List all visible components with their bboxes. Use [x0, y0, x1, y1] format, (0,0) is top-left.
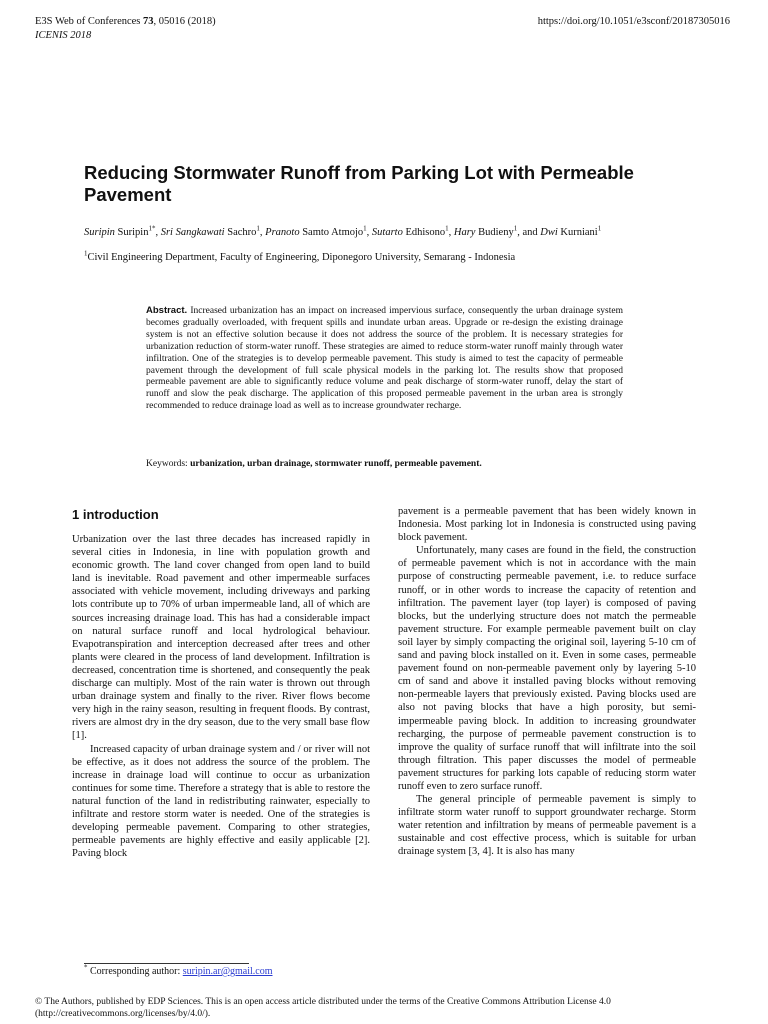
section-heading: 1 introduction — [72, 507, 159, 522]
paragraph: Unfortunately, many cases are found in the field, the construction of permeable pavement which is not in accordance with the main purpose of constructing permeable pavement, i.e. to reduce surface runoff, or in other words to increase the capacity of retention and infiltration. The pavement layer (top layer) is composed of paving blocks, but the underlying structure does not match the permeable pavement structure. For example permeable pavement built on clay soil layer by simply compacting the original soil, layering 5-10 cm of sand and paving block installed on it. Even in some cases, permeable pavement found on non-permeable pavement only by layering 5-10 cm of sand and above it installed paving blocks without removing non-permeable layers that previously existed. Paving blocks used are also not paving blocks that have a high porosity, but semi-impermeable paving block. In addition to increasing groundwater recharging, the purpose of permeable pavement construction is to improve the quality of surface runoff that will infiltrate into the soil through filtration. This paper discusses the model of permeable pavement structures for parking lots capable of reducing storm water runoff even to zero surface runoff. — [398, 545, 696, 792]
author-separator: , — [259, 227, 266, 238]
article-number: , 05016 (2018) — [153, 16, 216, 27]
author-separator: , — [155, 227, 161, 238]
author-given-name: Hary — [453, 227, 476, 238]
author-affiliation-mark: 1 — [513, 224, 518, 233]
author — [371, 224, 454, 238]
author-separator: , — [448, 227, 454, 238]
author-given-name: Pranoto — [265, 227, 300, 238]
paragraph: pavement is a permeable pavement that has been widely known in Indonesia. Most parking lot in Indonesia is constructed using paving block pavement. — [398, 506, 696, 544]
journal-citation — [35, 15, 435, 28]
footnote — [84, 965, 273, 978]
author-given-name: Sutarto — [371, 227, 403, 238]
author-affiliation-mark: 1 — [445, 224, 449, 233]
author-family-name: Sachro — [227, 227, 257, 238]
author-affiliation-mark: 1 — [363, 224, 367, 233]
license-footer: © The Authors, published by EDP Sciences. This is an open access article distributed under the terms of the Creative Commons Attribution License 4.0 (http://creativecommons.org/licenses/by/4.0/). — [35, 997, 611, 1019]
paragraph: Urbanization over the last three decades has increased rapidly in several cities in Indonesia, in line with population growth and economic growth. The land cover changed from open land to build land is inevitable. Road pavement and other impermeable surfaces associated with vehicle movement, including driveways and parking lots contribute up to 70% of urban impermeable land, all of which are sources increasing drainage load. This has had a considerable impact on natural surface runoff and local hydrological behaviour. Evapotranspiration and interception decreased after trees and other plants were cleared in the process of land development. Infiltration is decreased, concentration time is shortened, and consequently the peak discharge can multiply. Most of the rain water is thrown out through urban drainage system and finally to the river. River flows become very high in the rainy season, resulting in frequent floods. By contrast, rivers are almost dry in the dry season, due to the very small base flow [1]. — [72, 534, 370, 742]
affiliation-mark: 1 — [84, 249, 88, 258]
author-family-name: Budieny — [478, 227, 514, 238]
abstract-label: Abstract. — [146, 305, 188, 316]
right-column — [398, 505, 696, 859]
corresponding-email-link[interactable]: suripin.ar@gmail.com — [182, 966, 273, 977]
paragraph: Increased capacity of urban drainage system and / or river will not be effective, as it does not address the source of the problem. The increase in drainage load will continue to occur as urbanization continues for some time. Therefore a strategy that is able to restore the natural function of the land in redistributing rainwater, especially to infiltrate and restore storm water is needed. One of the strategies is developing permeable pavement. Comparing to other strategies, permeable pavements are highly effective and easily applicable [2]. Paving block — [72, 743, 370, 860]
author-list — [84, 226, 734, 240]
author-given-name: Suripin — [84, 227, 115, 238]
footnote-mark: * — [84, 963, 88, 972]
author-family-name: Edhisono — [405, 227, 446, 238]
author — [84, 224, 161, 238]
paragraph: The general principle of permeable pavement is simply to infiltrate storm water runoff to support groundwater recharge. Storm water retention and infiltration by means of permeable pavement is a sustainable and cost effective process, which is suitable for urban drainage system [3, 4]. It is also has many — [398, 794, 696, 858]
journal-name: E3S Web of Conferences — [35, 16, 144, 27]
author-separator: , — [366, 227, 372, 238]
author-given-name: Sri Sangkawati — [160, 227, 225, 238]
footnote-label: Corresponding author: — [87, 966, 183, 977]
keywords — [146, 458, 646, 470]
abstract-text: Increased urbanization has an impact on increased impervious surface, consequently the urban drainage system becomes gradually overloaded, with frequent spills and inundate urban areas. Upgrade or re-design the existing drainage system is not an effective solution because it does not address the source of the problem. It is necessary strategies for urbanization reduction of storm-water runoff. These strategies are aimed to reduce storm-water runoff mainly through water infiltration. One of the strategies is to develop permeable pavement. This study is aimed to test the capacity of permeable pavement through the development of full scale physical models in the parking lot. The results show that proposed permeable pavement are able to significantly reduce volume and peak discharge of storm-water runoff, delay the start of runoff and slow the peak discharge. The application of this proposed permeable pavement in the urban area is strongly recommended to reduce drainage load as well as to increase groundwater recharge. — [146, 306, 623, 412]
left-column — [72, 533, 370, 860]
conference-venue: ICENIS 2018 — [35, 30, 92, 41]
author — [160, 224, 266, 238]
author — [540, 224, 602, 238]
author-affiliation-mark: 1* — [148, 224, 156, 233]
author-family-name: Suripin — [117, 227, 149, 238]
affiliation-text: Civil Engineering Department, Faculty of Engineering, Diponegoro University, Semarang - Indonesia — [87, 252, 516, 263]
author — [265, 224, 372, 238]
abstract — [146, 305, 623, 413]
author-given-name: Dwi — [540, 227, 558, 238]
author-affiliation-mark: 1 — [256, 224, 260, 233]
journal-volume: 73 — [143, 16, 154, 27]
keywords-label: Keywords: — [146, 459, 191, 469]
affiliation — [84, 251, 724, 265]
doi-link[interactable]: https://doi.org/10.1051/e3sconf/20187305016 — [537, 16, 730, 27]
author-family-name: Samto Atmojo — [302, 227, 364, 238]
keywords-list: urbanization, urban drainage, stormwater runoff, permeable pavement. — [190, 459, 482, 469]
author — [453, 224, 541, 238]
paper-title: Reducing Stormwater Runoff from Parking Lot with Permeable Pavement — [84, 162, 634, 205]
footnote-rule — [84, 963, 249, 964]
author-affiliation-mark: 1 — [597, 224, 602, 233]
author-family-name: Kurniani — [560, 227, 598, 238]
author-separator: , and — [517, 227, 541, 238]
